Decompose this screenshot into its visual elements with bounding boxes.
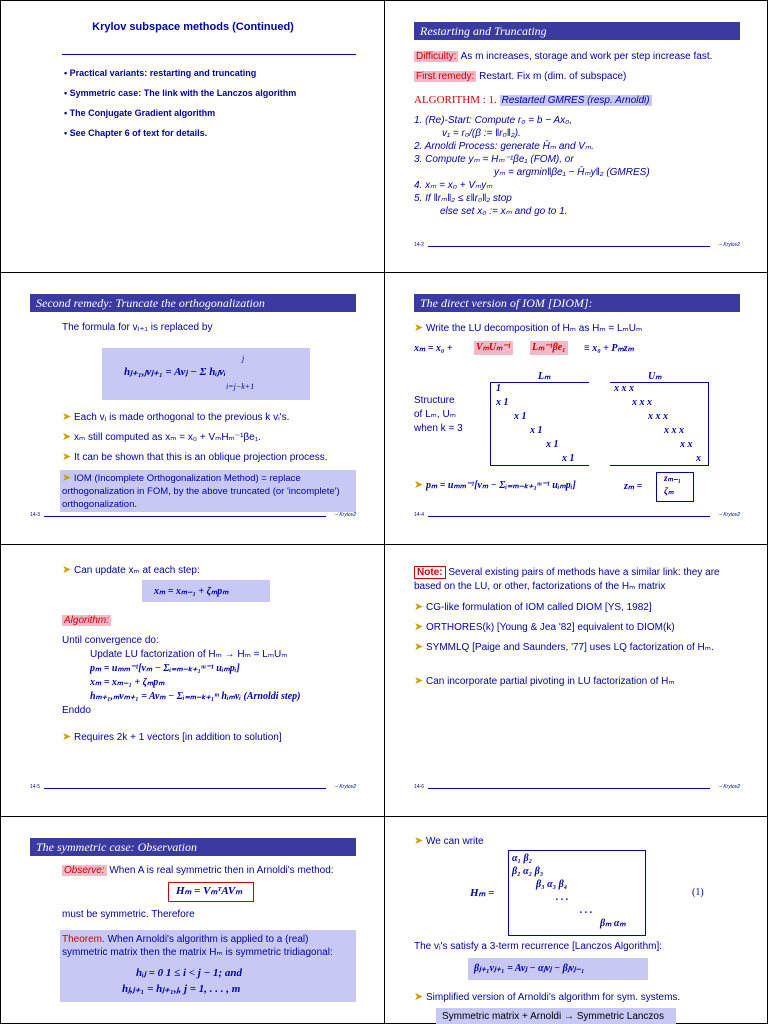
bullet-item [414, 321, 642, 336]
slide-title: Restarting and Truncating [414, 22, 740, 40]
slide-7 [0, 816, 384, 1024]
matrix-row: 1 [496, 383, 501, 394]
theorem-tag: Theorem. [62, 934, 105, 945]
arrow-icon: ➤ [414, 641, 424, 653]
matrix-row: x x [680, 439, 693, 450]
hm-label: Hₘ = [470, 887, 495, 899]
footer-tag: – Krylov2 [335, 512, 356, 518]
bullet-item [414, 600, 652, 615]
bullet-text: Can incorporate partial pivoting in LU factorization of Hₘ [426, 676, 675, 687]
page-number: 14-4 [414, 512, 425, 518]
note-text: Several existing pairs of methods have a similar link: they are based on the LU, or other, factorizations of the Hₘ matrix [414, 567, 720, 592]
bullet-item [414, 834, 484, 849]
arrow-icon: ➤ [414, 479, 424, 491]
matrix-row: x 1 [514, 411, 527, 422]
z-eq: zₘ = [624, 481, 643, 492]
z-top: zₘ₋₁ [664, 473, 681, 483]
update-formula: xₘ = xₘ₋₁ + ζₘpₘ [154, 586, 229, 597]
slide-footer [30, 782, 356, 794]
arrow-icon: ➤ [62, 431, 72, 443]
algo-step: 2. Arnoldi Process: generate H̄ₘ and Vₘ. [414, 141, 594, 152]
structure-line: when k = 3 [414, 423, 463, 434]
note-tag: Note: [414, 566, 446, 579]
iom-text: IOM (Incomplete Orthogonalization Method) = replace orthogonalization in FOM, by the above truncated (or 'incomplete') orthogonalization. [62, 473, 340, 510]
algo-line: hₘ₊₁,ₘvₘ₊₁ = Avₘ − Σᵢ₌ₘ₋ₖ₊₁ᵐ hᵢₘvᵢ (Arnoldi step) [90, 691, 301, 702]
page-number: 14-2 [414, 242, 425, 248]
slide-2 [384, 0, 768, 272]
matrix-row: β₃ α₃ β₄ [536, 879, 568, 890]
um-label: Uₘ [648, 371, 662, 382]
slide-4 [384, 272, 768, 544]
slide-3 [0, 272, 384, 544]
arrow-icon: ➤ [414, 675, 424, 687]
arrow-icon: ➤ [414, 621, 424, 633]
algo-line: xₘ = xₘ₋₁ + ζₘpₘ [90, 677, 165, 688]
theorem-eq-2: hⱼ,ⱼ₊₁ = hⱼ₊₁,ⱼ, j = 1, . . . , m [122, 983, 241, 995]
algo-line: pₘ = uₘₘ⁻¹[vₘ − Σᵢ₌ₘ₋ₖ₊₁ᵐ⁻¹ uᵢₘpᵢ] [90, 663, 240, 674]
slide-footer [414, 240, 740, 252]
summary-text: Symmetric matrix + Arnoldi → Symmetric Lanczos [442, 1011, 664, 1022]
footer-tag: – Krylov2 [719, 242, 740, 248]
slide-8 [384, 816, 768, 1024]
bullet-item [414, 674, 675, 689]
matrix-row: x 1 [530, 425, 543, 436]
matrix-row: x x x [664, 425, 684, 436]
matrix-row: x 1 [546, 439, 559, 450]
arrow-icon: ➤ [62, 564, 72, 576]
bullet-item [62, 730, 282, 745]
title-rule [62, 54, 356, 55]
bullet-item [62, 563, 200, 578]
matrix-row: x 1 [496, 397, 509, 408]
structure-label [414, 394, 463, 436]
lm-label: Lₘ [538, 371, 551, 382]
arrow-icon: ➤ [414, 601, 424, 613]
page-number: 14-6 [414, 784, 425, 790]
formula: hⱼ₊₁,ⱼvⱼ₊₁ = Avⱼ − Σ hᵢⱼvᵢ [124, 366, 226, 378]
slide-footer [30, 510, 356, 522]
theorem [62, 933, 352, 959]
eq-box-2: Lₘ⁻¹βe₁ [532, 342, 566, 353]
iom-definition [62, 472, 352, 511]
bullet-item: • The Conjugate Gradient algorithm [64, 108, 216, 118]
bullet-item [414, 990, 680, 1005]
slide-title: The symmetric case: Observation [30, 838, 356, 856]
algo-step: 5. If ‖rₘ‖₂ ≤ ε‖r₀‖₂ stop [414, 193, 512, 204]
matrix-row: β₂ α₂ β₃ [512, 866, 544, 877]
bullet-item [414, 640, 740, 655]
algo-line: Enddo [62, 705, 91, 716]
bullet-text: Requires 2k + 1 vectors [in addition to solution] [74, 732, 282, 743]
bullet-item [62, 410, 289, 425]
bullet-text: Can update xₘ at each step: [74, 565, 200, 576]
algo-step: v₁ = r₀/(β := ‖r₀‖₂). [442, 128, 521, 139]
arrow-icon: ➤ [414, 322, 424, 334]
matrix-row: . . . [556, 892, 569, 903]
algo-step: yₘ = argmin‖βe₁ − H̄ₘy‖₂ (GMRES) [494, 167, 650, 178]
algorithm-tag: Algorithm: [64, 615, 110, 626]
z-bottom: ζₘ [664, 486, 674, 496]
bullet-text: xₘ still computed as xₘ = x₀ + VₘHₘ⁻¹βe₁. [74, 432, 261, 443]
boxed-eq: Hₘ = VₘᵀAVₘ [176, 885, 243, 897]
sum-lower: i=j−k+1 [226, 382, 255, 391]
footer-tag: – Krylov2 [719, 784, 740, 790]
algo-step: 3. Compute yₘ = Hₘ⁻¹βe₁ (FOM), or [414, 154, 574, 165]
bullet-item [62, 430, 261, 445]
algo-line: Update LU factorization of Hₘ → Hₘ = LₘUₘ [90, 649, 288, 660]
arrow-icon: ➤ [62, 451, 72, 463]
algorithm-label: ALGORITHM : 1. [414, 94, 497, 106]
note-paragraph [414, 566, 740, 594]
recurrence-eq: βⱼ₊₁vⱼ₊₁ = Avⱼ − αⱼvⱼ − βⱼvⱼ₋₁ [474, 963, 585, 974]
footer-tag: – Krylov2 [719, 512, 740, 518]
bullet-item [414, 620, 675, 635]
algo-line: Until convergence do: [62, 635, 159, 646]
matrix-row: x x x [614, 383, 634, 394]
bullet-text: Simplified version of Arnoldi's algorithm for sym. systems. [426, 992, 681, 1003]
intro-text: The formula for vⱼ₊₁ is replaced by [62, 322, 213, 333]
arrow-icon: ➤ [414, 835, 424, 847]
matrix-row: βₘ αₘ [600, 918, 626, 929]
arrow-icon: ➤ [414, 991, 424, 1003]
difficulty-line [414, 50, 712, 64]
observe-line [62, 864, 334, 878]
hm-matrix [512, 852, 626, 930]
theorem-text: When Arnoldi's algorithm is applied to a (real) symmetric matrix then the matrix Hₘ is symmetric tridiagonal: [62, 934, 333, 958]
footer-tag: – Krylov2 [335, 784, 356, 790]
slide-title: Krylov subspace methods (Continued) [92, 21, 294, 33]
bullet-text: It can be shown that this is an oblique projection process. [74, 452, 328, 463]
matrix-row: x x x [648, 411, 668, 422]
theorem-eq-1: hᵢⱼ = 0 1 ≤ i < j − 1; and [136, 967, 243, 979]
bullet-text: Each vⱼ is made orthogonal to the previous k vᵢ's. [74, 412, 290, 423]
matrix-row: x x x [632, 397, 652, 408]
bullet-text: CG-like formulation of IOM called DIOM [YS, 1982] [426, 602, 652, 613]
structure-line: of Lₘ, Uₘ [414, 409, 456, 420]
bullet-text: ORTHORES(k) [Young & Jea '82] equivalent to DIOM(k) [426, 622, 675, 633]
equation-number: (1) [692, 887, 704, 898]
slide-1 [0, 0, 384, 272]
page-number: 14-5 [30, 784, 41, 790]
difficulty-text: As m increases, storage and work per step increase fast. [460, 51, 713, 62]
remedy-text: Restart. Fix m (dim. of subspace) [479, 71, 627, 82]
slide-5 [0, 544, 384, 816]
observe-tag: Observe: [64, 865, 105, 876]
observe-text: When A is real symmetric then in Arnoldi's method: [109, 865, 334, 876]
eq-left: xₘ = x₀ + [414, 343, 453, 354]
bullet-item [62, 450, 327, 465]
slide-6 [384, 544, 768, 816]
bullet-item: • See Chapter 6 of text for details. [64, 128, 208, 138]
difficulty-tag: Difficulty: [416, 51, 457, 62]
bullet-item [414, 478, 576, 493]
bullet-text: Write the LU decomposition of Hₘ as Hₘ = LₘUₘ [426, 323, 643, 334]
recurrence-text: The vᵢ's satisfy a 3-term recurrence [Lanczos Algorithm]: [414, 941, 663, 952]
u-matrix [614, 382, 701, 466]
bullet-text: pₘ = uₘₘ⁻¹[vₘ − Σᵢ₌ₘ₋ₖ₊₁ᵐ⁻¹ uᵢₘpᵢ] [426, 480, 576, 491]
slide-footer [414, 782, 740, 794]
matrix-row: α₁ β₂ [512, 853, 533, 864]
bullet-text: We can write [426, 836, 484, 847]
arrow-icon: ➤ [62, 411, 72, 423]
algo-step: else set x₀ := xₘ and go to 1. [440, 206, 568, 217]
remedy-tag: First remedy: [416, 71, 475, 82]
page-number: 14-3 [30, 512, 41, 518]
l-matrix [496, 382, 575, 466]
algo-step: 4. xₘ = x₀ + Vₘyₘ [414, 180, 493, 191]
slide-title: The direct version of IOM [DIOM]: [414, 294, 740, 312]
arrow-icon: ➤ [62, 472, 72, 484]
matrix-row: x [696, 453, 701, 464]
algo-step: 1. (Re)-Start: Compute r₀ = b − Ax₀, [414, 115, 573, 126]
bullet-item: • Practical variants: restarting and truncating [64, 68, 257, 78]
remedy-line [414, 70, 626, 84]
eq-right: ≡ x₀ + Pₘzₘ [584, 343, 634, 354]
z-vector [664, 472, 681, 498]
bullet-text: SYMMLQ [Paige and Saunders, '77] uses LQ factorization of Hₘ. [426, 642, 714, 653]
eq-box-1: VₘUₘ⁻¹ [476, 342, 511, 353]
sum-upper: j [242, 354, 245, 363]
algorithm-tag-line [62, 614, 111, 628]
structure-line: Structure [414, 395, 455, 406]
bullet-item: • Symmetric case: The link with the Lanczos algorithm [64, 88, 297, 98]
slide-title: Second remedy: Truncate the orthogonalization [30, 294, 356, 312]
matrix-row: x 1 [562, 453, 575, 464]
algorithm-header [414, 93, 652, 108]
matrix-row: . . . [580, 905, 593, 916]
arrow-icon: ➤ [62, 731, 72, 743]
after-text: must be symmetric. Therefore [62, 909, 195, 920]
slide-footer [414, 510, 740, 522]
algorithm-name: Restarted GMRES (resp. Arnoldi) [501, 95, 650, 106]
